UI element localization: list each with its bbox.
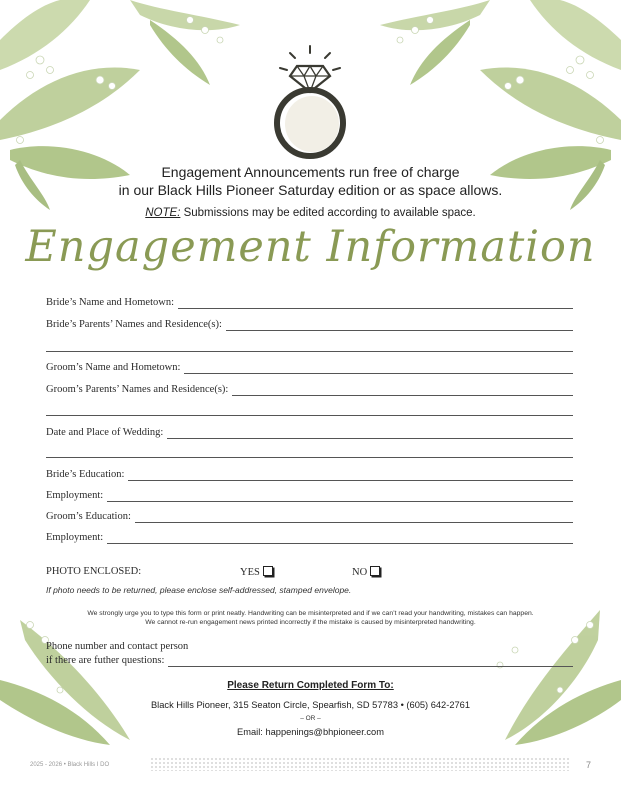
photo-yes-option[interactable]	[240, 566, 273, 578]
return-address: Black Hills Pioneer, 315 Seaton Circle, Spearfish, SD 57783 • (605) 642-2761	[150, 700, 470, 710]
groom-parents-field[interactable]	[46, 384, 573, 396]
wedding-field[interactable]	[46, 427, 573, 439]
diamond-ring-icon	[270, 44, 350, 162]
bride-parents-label: Bride’s Parents’ Names and Residence(s):	[46, 319, 222, 330]
photo-enclosed-label: PHOTO ENCLOSED:	[46, 566, 142, 577]
return-email: Email: happenings@bhpioneer.com	[237, 727, 384, 737]
checkbox-icon[interactable]	[370, 566, 380, 576]
bride-education-field[interactable]	[46, 469, 573, 481]
groom-parents-line[interactable]	[232, 386, 573, 396]
groom-employment-label: Employment:	[46, 532, 104, 543]
photo-yes-label: YES	[240, 567, 260, 578]
bride-parents-line[interactable]	[226, 321, 573, 331]
intro-line-1: Engagement Announcements run free of charge	[161, 164, 460, 180]
bride-name-line[interactable]	[178, 299, 573, 309]
bride-education-label: Bride’s Education:	[46, 469, 125, 480]
wedding-line-2[interactable]	[46, 456, 573, 458]
groom-parents-line-2[interactable]	[46, 414, 573, 416]
photo-no-option[interactable]	[352, 566, 380, 578]
photo-no-label: NO	[352, 567, 368, 578]
intro-line-2: in our Black Hills Pioneer Saturday edition or as space allows.	[118, 182, 503, 198]
bride-parents-line-2[interactable]	[46, 350, 573, 352]
bride-employment-label: Employment:	[46, 490, 104, 501]
wedding-label: Date and Place of Wedding:	[46, 427, 164, 438]
bride-education-line[interactable]	[128, 471, 573, 481]
groom-education-label: Groom’s Education:	[46, 511, 131, 522]
bride-parents-field[interactable]	[46, 319, 573, 331]
contact-label-line-2: if there are futher questions:	[46, 655, 165, 666]
return-heading: Please Return Completed Form To:	[227, 680, 394, 691]
contact-field[interactable]	[46, 655, 573, 667]
bride-name-label: Bride’s Name and Hometown:	[46, 297, 175, 308]
note-label: NOTE:	[145, 207, 181, 219]
footer-publication: 2025 - 2026 • Black Hills I DO	[30, 762, 110, 768]
contact-line[interactable]	[168, 657, 573, 667]
checkbox-icon[interactable]	[263, 566, 273, 576]
intro-text	[0, 163, 621, 199]
groom-name-field[interactable]	[46, 362, 573, 374]
groom-education-field[interactable]	[46, 511, 573, 523]
bride-employment-line[interactable]	[107, 492, 573, 502]
page-number: 7	[586, 760, 592, 770]
page-title: Engagement Information	[25, 222, 596, 272]
handwriting-disclaimer	[30, 609, 591, 627]
contact-label-line-1: Phone number and contact person	[46, 641, 189, 652]
groom-employment-field[interactable]	[46, 532, 573, 544]
bride-name-field[interactable]	[46, 297, 573, 309]
groom-parents-label: Groom’s Parents’ Names and Residence(s):	[46, 384, 229, 395]
groom-name-label: Groom’s Name and Hometown:	[46, 362, 181, 373]
submission-note	[0, 207, 621, 219]
photo-return-note: If photo needs to be returned, please enclose self-addressed, stamped envelope.	[46, 585, 352, 595]
footer-dot-pattern	[150, 757, 570, 771]
return-or: – OR –	[300, 715, 321, 722]
groom-name-line[interactable]	[184, 364, 573, 374]
groom-education-line[interactable]	[135, 513, 573, 523]
wedding-line[interactable]	[167, 429, 573, 439]
bride-employment-field[interactable]	[46, 490, 573, 502]
disclaimer-line-1: We strongly urge you to type this form or print neatly. Handwriting can be misinterpreted and if we can’t read your handwriting, mistakes can happen.	[87, 610, 534, 617]
note-text: Submissions may be edited according to available space.	[180, 207, 476, 219]
disclaimer-line-2: We cannot re-run engagement news printed incorrectly if the mistake is caused by misinterpreted handwriting.	[145, 619, 476, 626]
groom-employment-line[interactable]	[107, 534, 573, 544]
